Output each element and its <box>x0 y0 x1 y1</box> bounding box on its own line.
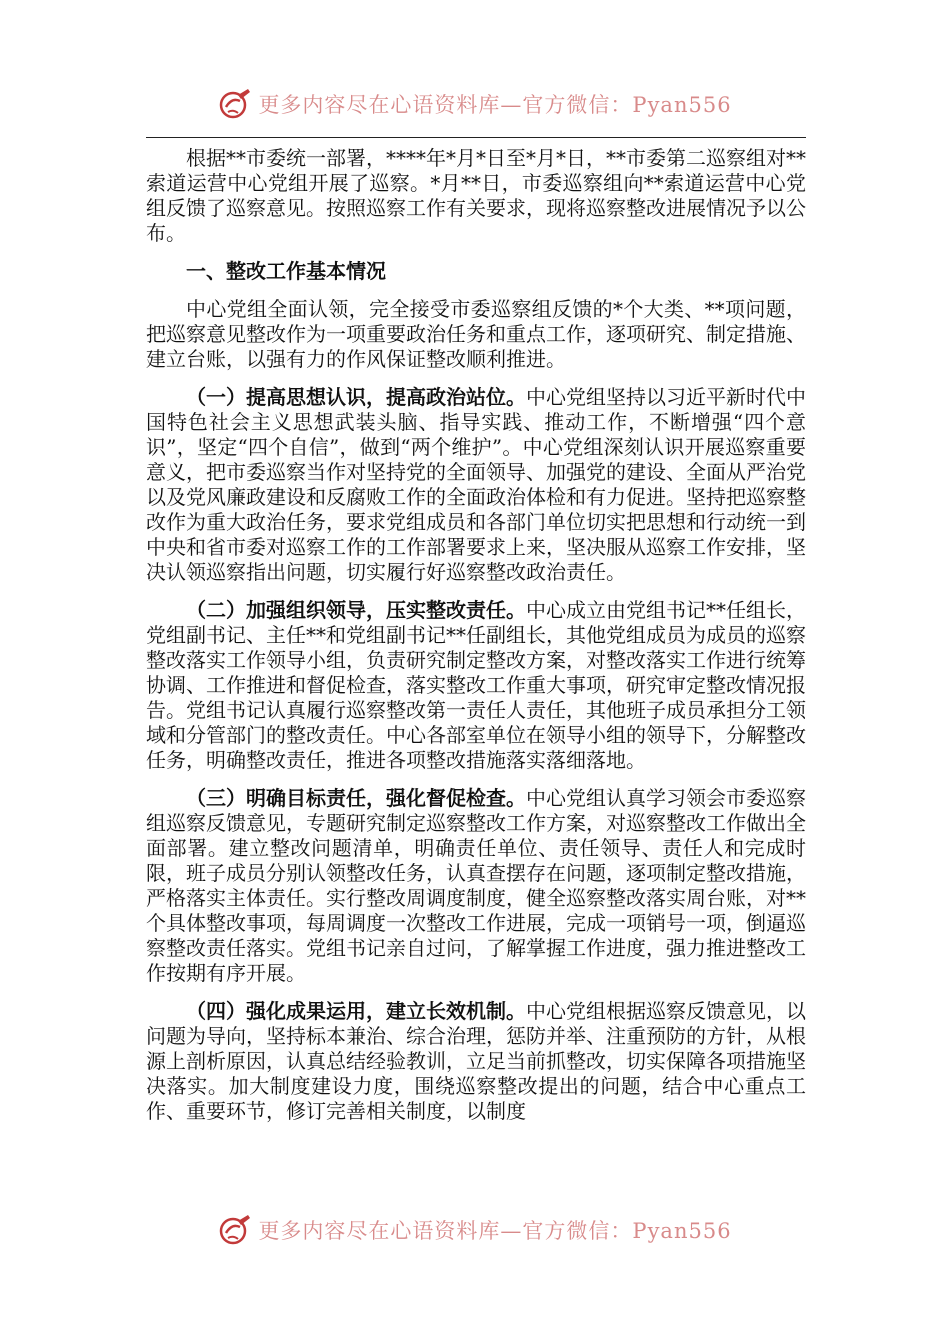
item-body-4: 中心党组根据巡察反馈意见，以问题为导向，坚持标本兼治、综合治理，惩防并举、注重预防的方针，从根源上剖析原因，认真总结经验教训，立足当前抓整改，切实保障各项措施坚决落实。加大制度建设力度，围绕巡察整改提出的问题，结合中心重点工作、重要环节，修订完善相关制度，以制度 <box>146 999 806 1123</box>
footer-banner <box>0 1210 950 1250</box>
hand-pen-logo-icon <box>218 87 252 121</box>
document-body <box>146 146 806 1137</box>
header-banner <box>0 84 950 124</box>
intro-paragraph: 根据**市委统一部署，****年*月*日至*月*日，**市委第二巡察组对**索道运营中心党组开展了巡察。*月**日，市委巡察组向**索道运营中心党组反馈了巡察意见。按照巡察工作有关要求，现将巡察整改进展情况予以公布。 <box>146 146 806 245</box>
item-body-2: 中心成立由党组书记**任组长，党组副书记、主任**和党组副书记**任副组长，其他党组成员为成员的巡察整改落实工作领导小组，负责研究制定整改方案，对整改落实工作进行统筹协调、工作推进和督促检查，落实整改工作重大事项，研究审定整改情况报告。党组书记认真履行巡察整改第一责任人责任，其他班子成员承担分工领域和分管部门的整改责任。中心各部室单位在领导小组的领导下，分解整改任务，明确整改责任，推进各项整改措施落实落细落地。 <box>146 598 806 772</box>
item-heading-4: （四）强化成果运用，建立长效机制。 <box>186 999 526 1023</box>
item-heading-1: （一）提高思想认识，提高政治站位。 <box>186 385 526 409</box>
banner-text: 更多内容尽在心语资料库—官方微信：Pyan556 <box>258 1219 732 1243</box>
banner-text: 更多内容尽在心语资料库—官方微信：Pyan556 <box>258 93 732 117</box>
item-paragraph-1 <box>146 385 806 585</box>
item-heading-2: （二）加强组织领导，压实整改责任。 <box>186 598 526 622</box>
item-heading-3: （三）明确目标责任，强化督促检查。 <box>186 786 526 810</box>
item-paragraph-4 <box>146 999 806 1124</box>
item-body-1: 中心党组坚持以习近平新时代中国特色社会主义思想武装头脑、指导实践、推动工作，不断增强“四个意识”，坚定“四个自信”，做到“两个维护”。中心党组深刻认识开展巡察重要意义，把市委巡察当作对坚持党的全面领导、加强党的建设、全面从严治党以及党风廉政建设和反腐败工作的全面政治体检和有力促进。坚持把巡察整改作为重大政治任务，要求党组成员和各部门单位切实把思想和行动统一到中央和省市委对巡察工作的工作部署要求上来，坚决服从巡察工作安排，坚决认领巡察指出问题，切实履行好巡察整改政治责任。 <box>146 385 806 584</box>
item-paragraph-2 <box>146 598 806 773</box>
section-heading: 一、整改工作基本情况 <box>186 259 386 283</box>
hand-pen-logo-icon <box>218 1213 252 1247</box>
item-paragraph-3 <box>146 786 806 986</box>
section-intro-paragraph: 中心党组全面认领，完全接受市委巡察组反馈的*个大类、**项问题，把巡察意见整改作为一项重要政治任务和重点工作，逐项研究、制定措施、建立台账，以强有力的作风保证整改顺利推进。 <box>146 297 806 371</box>
item-body-3: 中心党组认真学习领会市委巡察组巡察反馈意见，专题研究制定巡察整改工作方案，对巡察整改工作做出全面部署。建立整改问题清单，明确责任单位、责任领导、责任人和完成时限，班子成员分别认领整改任务，认真查摆存在问题，逐项制定整改措施，严格落实主体责任。实行整改周调度制度，健全巡察整改落实周台账，对**个具体整改事项，每周调度一次整改工作进展，完成一项销号一项，倒逼巡察整改责任落实。党组书记亲自过问，了解掌握工作进度，强力推进整改工作按期有序开展。 <box>146 786 806 985</box>
header-divider <box>146 137 806 138</box>
